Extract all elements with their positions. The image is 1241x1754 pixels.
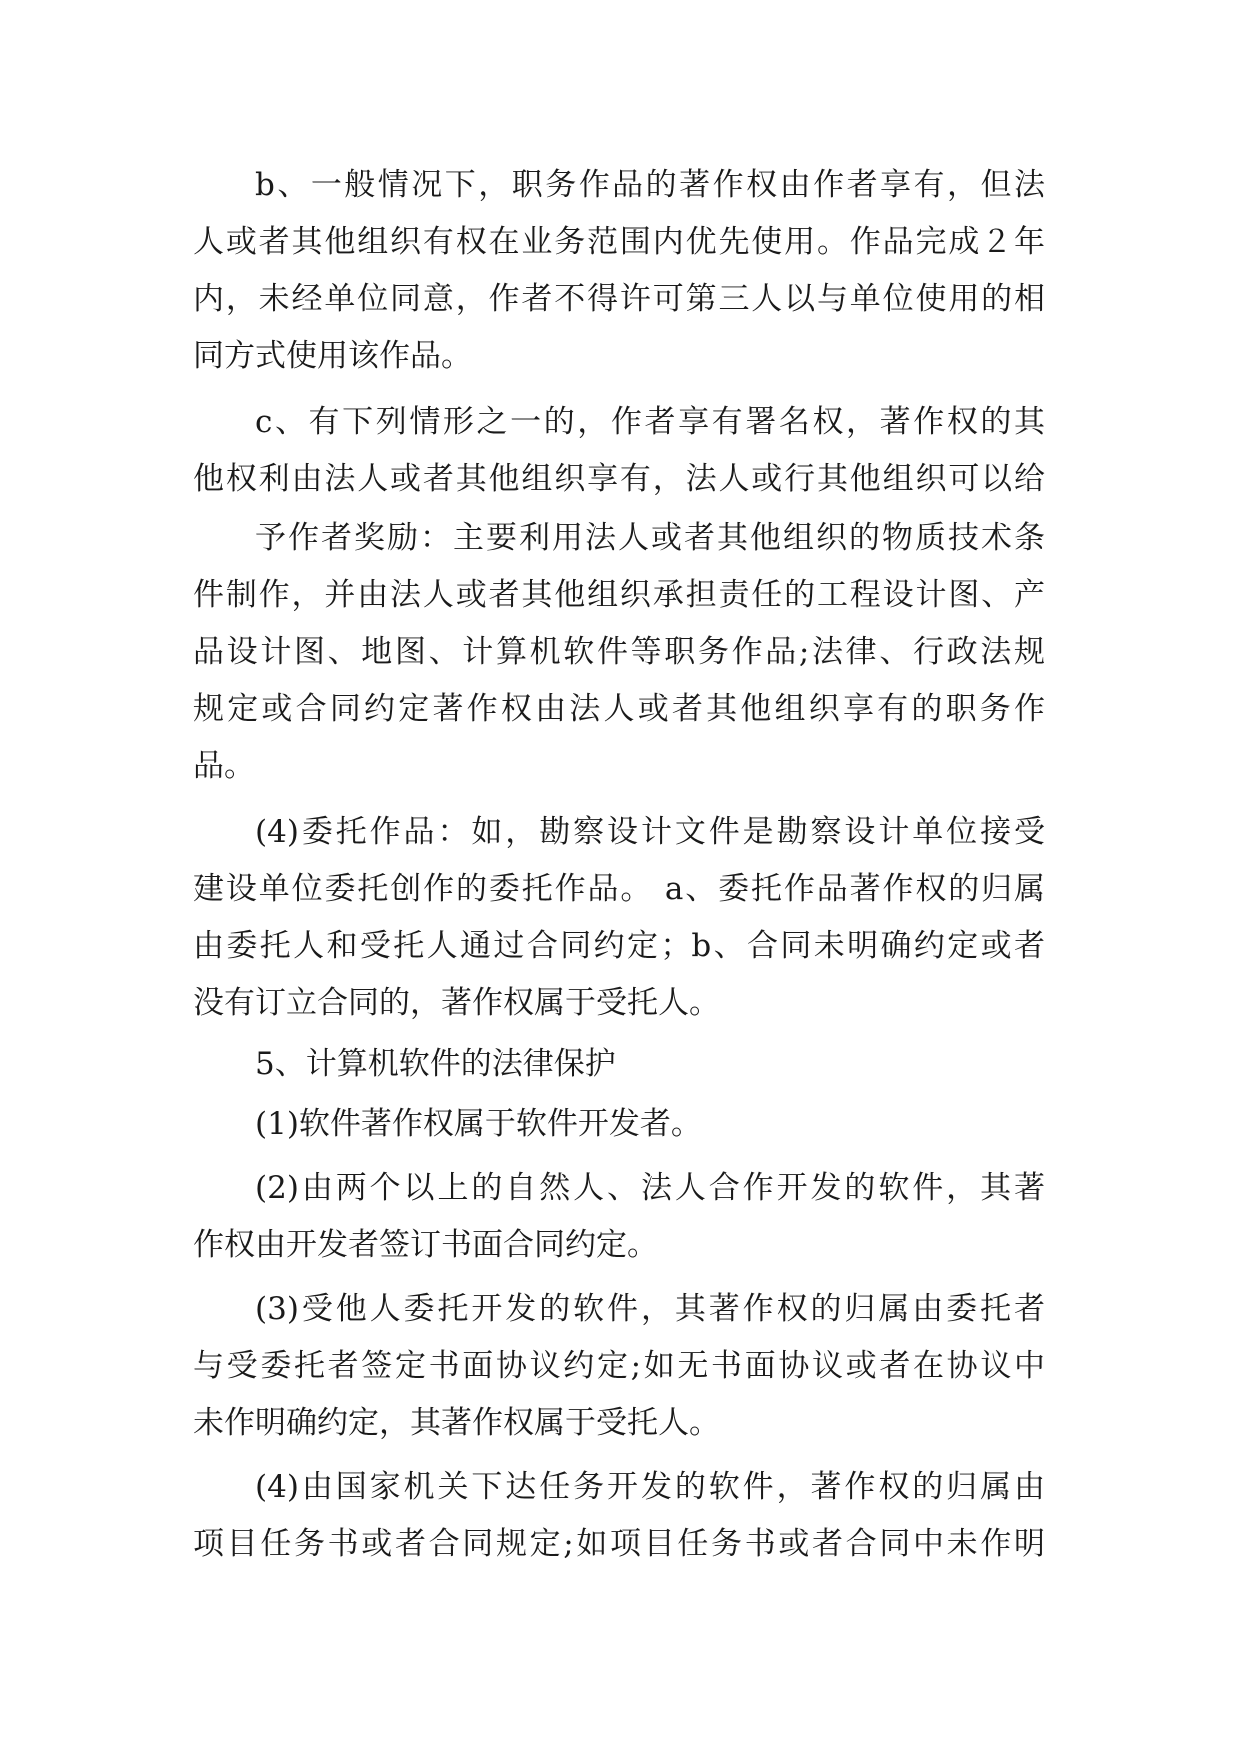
item-3-line-2: 与受委托者签定书面协议约定;如无书面协议或者在协议中 bbox=[193, 1348, 1045, 1384]
paragraph-c-line-7: 品。 bbox=[193, 748, 255, 784]
paragraph-c-line-1: c、有下列情形之一的，作者享有署名权，著作权的其 bbox=[255, 404, 1045, 440]
paragraph-c-line-5: 品设计图、地图、计算机软件等职务作品;法律、行政法规 bbox=[193, 634, 1045, 670]
paragraph-c-line-3: 予作者奖励：主要利用法人或者其他组织的物质技术条 bbox=[255, 520, 1045, 556]
item-4-line-2: 项目任务书或者合同规定;如项目任务书或者合同中未作明 bbox=[193, 1526, 1045, 1562]
item-1-line-1: (1)软件著作权属于软件开发者。 bbox=[255, 1106, 702, 1142]
paragraph-b-line-3: 内，未经单位同意，作者不得许可第三人以与单位使用的相 bbox=[193, 281, 1045, 317]
paragraph-c-line-6: 规定或合同约定著作权由法人或者其他组织享有的职务作 bbox=[193, 691, 1045, 727]
paragraph-c-line-4: 件制作，并由法人或者其他组织承担责任的工程设计图、产 bbox=[193, 577, 1045, 613]
paragraph-4-line-3: 由委托人和受托人通过合同约定；b、合同未明确约定或者 bbox=[193, 928, 1045, 964]
paragraph-4-line-2: 建设单位委托创作的委托作品。 a、委托作品著作权的归属 bbox=[193, 871, 1045, 907]
paragraph-b-line-1: b、一般情况下，职务作品的著作权由作者享有，但法 bbox=[255, 167, 1045, 203]
item-4-line-1: (4)由国家机关下达任务开发的软件，著作权的归属由 bbox=[255, 1469, 1045, 1505]
item-3-line-1: (3)受他人委托开发的软件，其著作权的归属由委托者 bbox=[255, 1291, 1045, 1327]
section-5-heading: 5、计算机软件的法律保护 bbox=[255, 1046, 616, 1082]
item-2-line-1: (2)由两个以上的自然人、法人合作开发的软件，其著 bbox=[255, 1170, 1045, 1206]
paragraph-4-line-4: 没有订立合同的，著作权属于受托人。 bbox=[193, 985, 720, 1021]
paragraph-4-line-1: (4)委托作品：如，勘察设计文件是勘察设计单位接受 bbox=[255, 814, 1045, 850]
paragraph-b-line-4: 同方式使用该作品。 bbox=[193, 338, 472, 374]
paragraph-c-line-2: 他权利由法人或者其他组织享有，法人或行其他组织可以给 bbox=[193, 461, 1045, 497]
item-2-line-2: 作权由开发者签订书面合同约定。 bbox=[193, 1227, 658, 1263]
paragraph-b-line-2: 人或者其他组织有权在业务范围内优先使用。作品完成２年 bbox=[193, 224, 1045, 260]
item-3-line-3: 未作明确约定，其著作权属于受托人。 bbox=[193, 1405, 720, 1441]
